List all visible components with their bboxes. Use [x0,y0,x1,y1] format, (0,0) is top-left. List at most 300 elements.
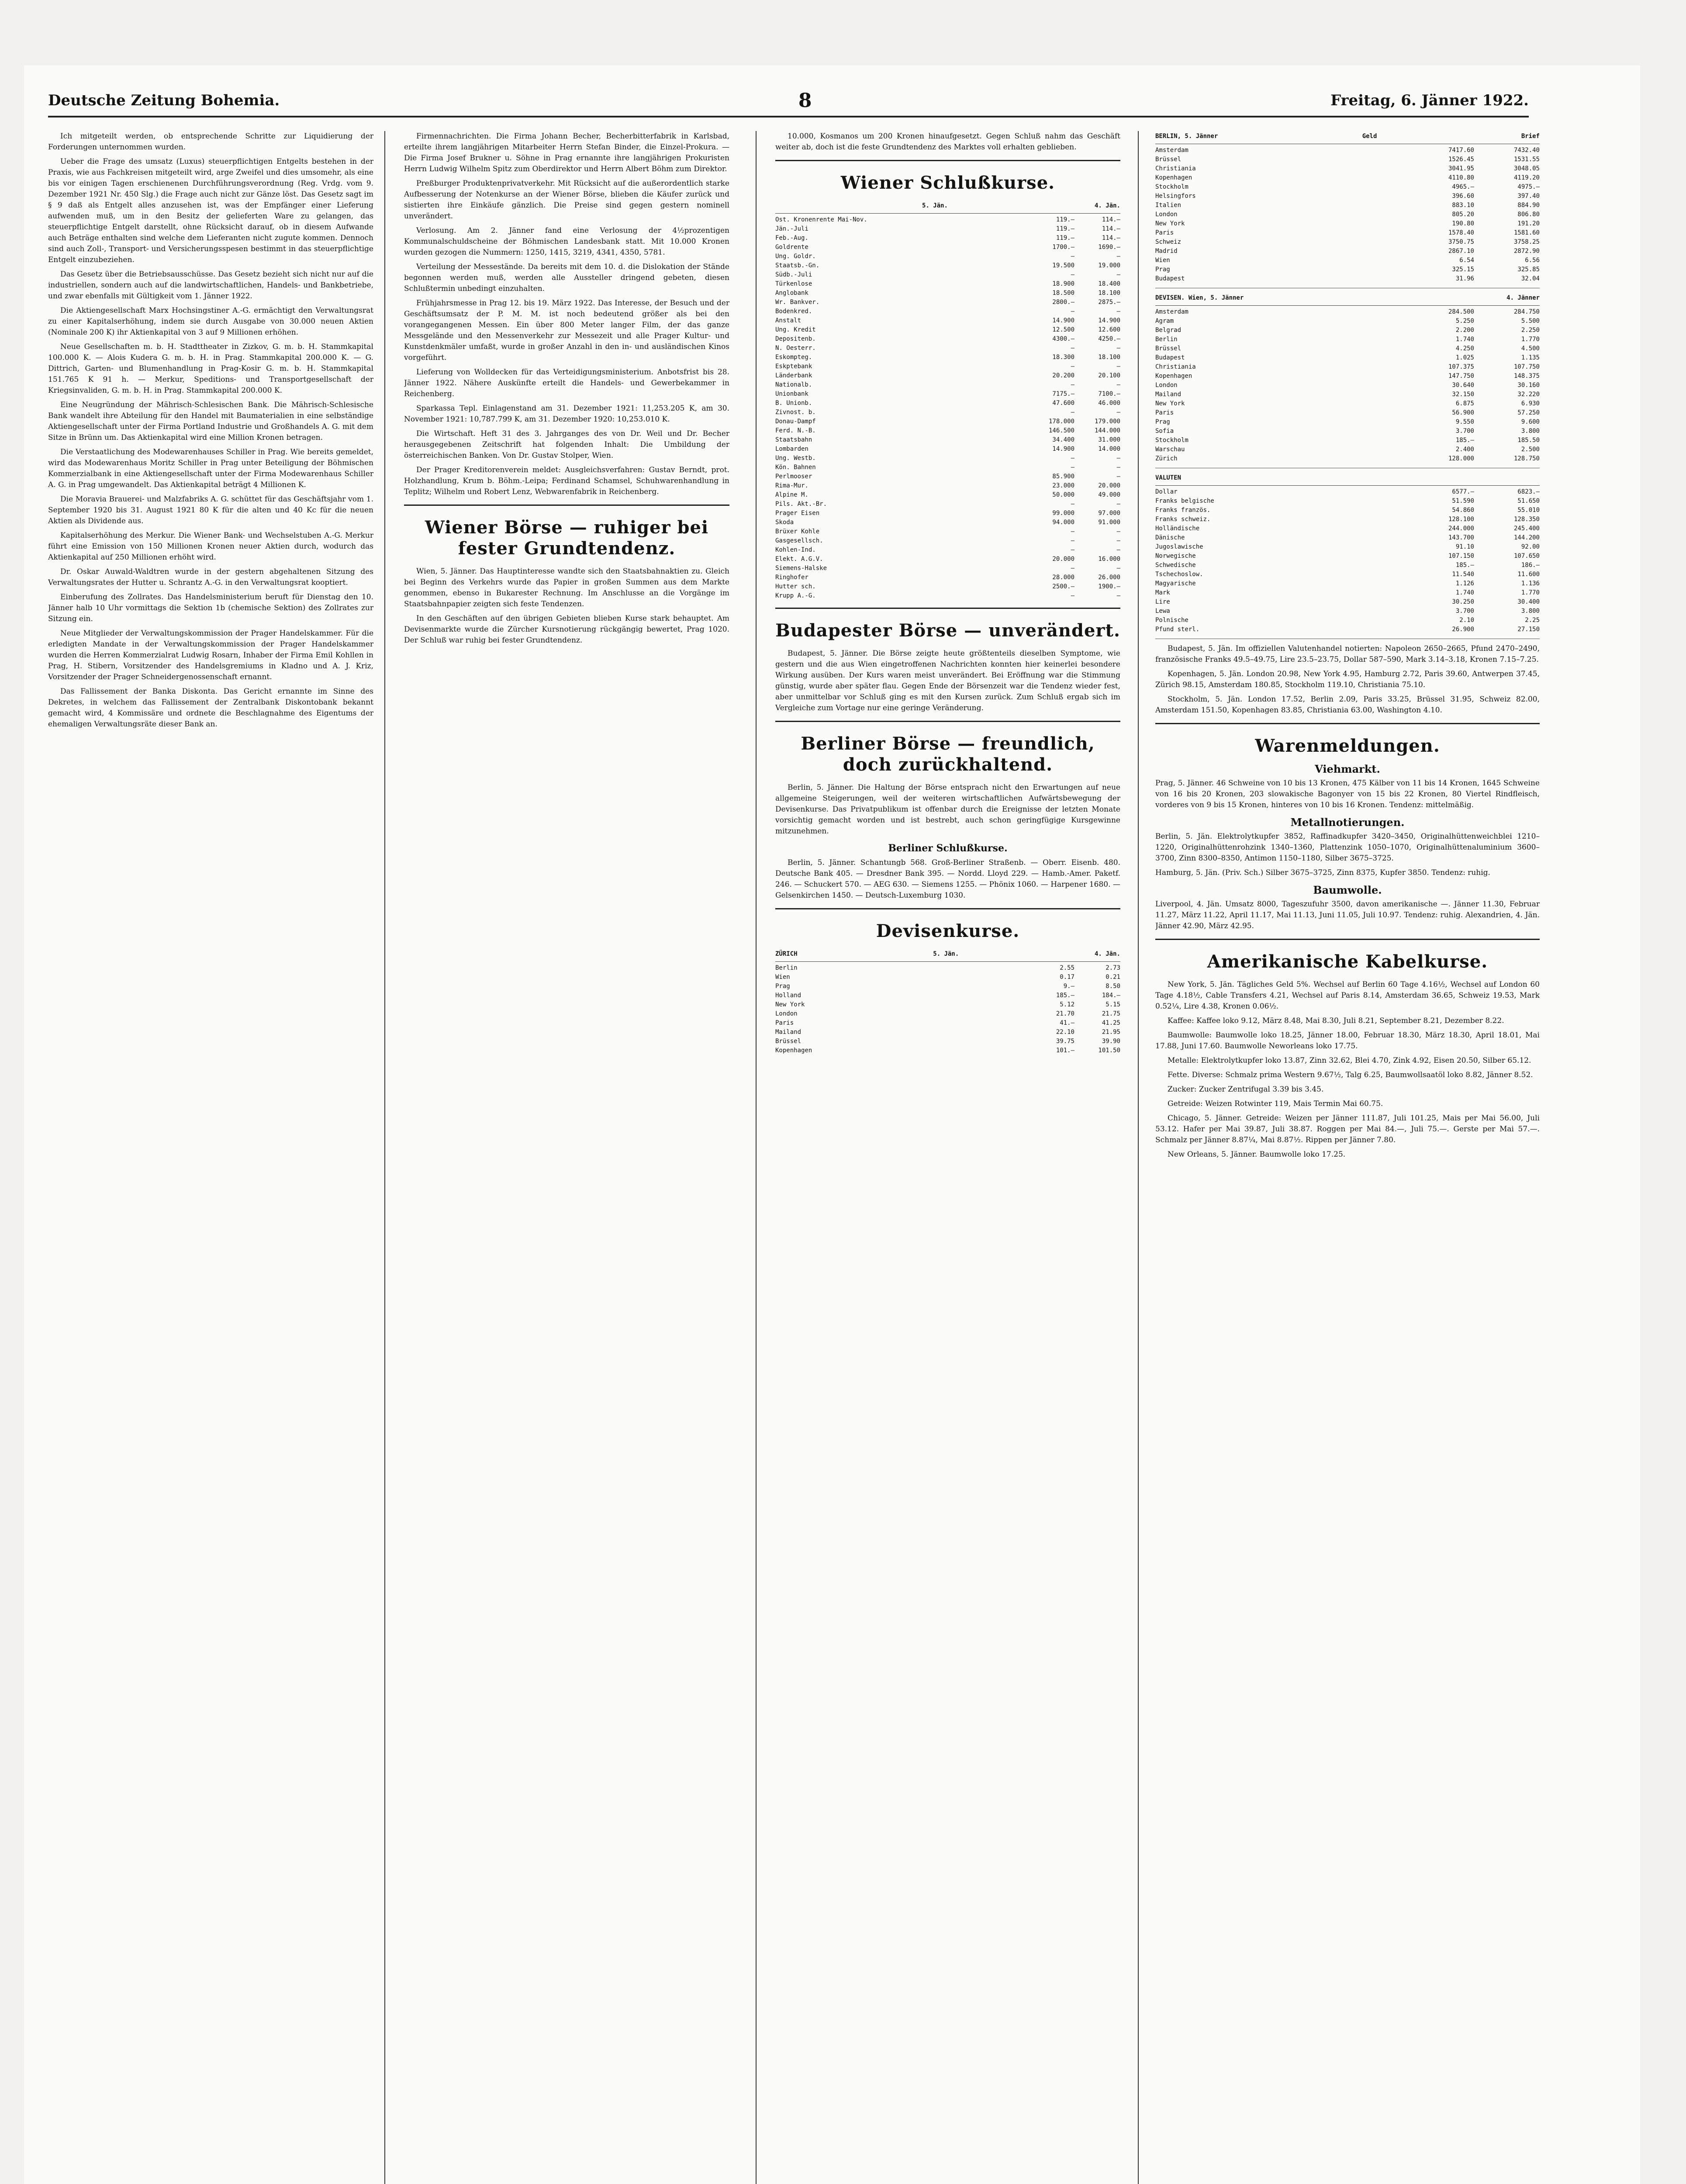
table-cell: 2.73 [1106,964,1120,971]
table-cell: Mailand [775,1029,802,1036]
table-row [1155,173,1540,183]
subsection-title: Berliner Schlußkurse. [888,843,1008,854]
table-header [1155,293,1540,306]
table-row [775,991,1120,1000]
table-cell: 1700.— [1052,244,1074,251]
article-paragraph: Lieferung von Wolldecken für das Verteidigungsministerium. Anbotsfrist bis 28. Jänner 1922. Nähere Auskünfte erteilt die Handels- und Gewerbekammer in Reichenberg. [404,368,729,398]
article-paragraph: Die Moravia Brauerei- und Malzfabriks A. G. schüttet für das Geschäftsjahr vom 1. September 1920 bis 31. August 1921 80 K für die alten und 40 Kc für die neuen Aktien als Dividende aus. [48,495,373,525]
table-row [1155,454,1540,463]
table-row [1155,497,1540,506]
market-heading: Baumwolle. [1313,884,1382,896]
table-cell: Franks französ. [1155,507,1211,514]
section-title: Wiener Schlußkurse. [840,173,1055,193]
table-cell: Stockholm [1155,183,1188,190]
table-cell: 1526.45 [1448,156,1474,163]
table-row [1155,183,1540,192]
table-row [1155,588,1540,598]
section-rule [404,505,729,506]
table-cell: 50.000 [1052,491,1074,498]
table-cell: 1.025 [1455,354,1474,361]
table-cell: Skoda [775,519,794,526]
table-cell: B. Unionb. [775,400,812,407]
table-row [1155,326,1540,335]
table-cell: 30.640 [1452,382,1474,389]
article-paragraph: Budapest, 5. Jänner. Die Börse zeigte heute größtenteils dieselben Symptome, wie gestern und die aus Wien eingetroffenen Nachrichten konnten hier keinerlei besondere Wirkung ausüben. Der Kurs waren meist unverändert. Bei Eröffnung war die Stimmung günstig, wurde aber später flau. Gegen Ende der Börsenzeit war die Tendenz wieder fest, aber unmittelbar vor Schluß ging es mit den Kursen zurück. Zum Schluß ergab sich im Vergleiche zum Vortage nur eine geringe Veränderung. [775,649,1120,712]
table-cell: 9.600 [1521,418,1540,425]
table-row [775,509,1120,518]
table-cell: Hutter sch. [775,583,816,590]
table-cell: 16.000 [1098,556,1120,563]
article-paragraph: Berlin, 5. Jänner. Die Haltung der Börse entsprach nicht den Erwartungen auf neue allgemeine Steigerungen, weil der weiteren wirtschaftlichen Aufwärtsbewegung der Devisenkurse. Das Privatpublikum ist offenbar durch die Ereignisse der letzten Monate vorsichtig gemacht worden und ist bestrebt, auch schon geringfügige Kursgewinne mitzunehmen. [775,783,1120,836]
section-title: Wiener Börse — ruhiger bei fester Grundtendenz. [425,517,709,559]
table-cell: Budapest [1155,275,1185,282]
column-divider [1138,131,1139,2184]
table-cell: 14.900 [1052,446,1074,453]
table-row [775,582,1120,591]
table-cell: — [1116,271,1120,278]
table-row [1155,372,1540,381]
table-cell: 23.000 [1052,482,1074,489]
table-cell: 3.700 [1455,608,1474,615]
table-cell: 5.12 [1060,1001,1074,1008]
table-cell: 1900.— [1098,583,1120,590]
table-row [775,1019,1120,1028]
table-cell: N. Oesterr. [775,345,816,352]
table-cell: 101.— [1056,1047,1074,1054]
table-cell: Ung. Goldr. [775,253,816,260]
table-row [1155,247,1540,256]
table-cell: 18.100 [1098,290,1120,297]
table-cell: Lewa [1155,608,1170,615]
table-cell: Holland [775,992,802,999]
table-cell: 185.— [1455,437,1474,444]
table-cell: 5.15 [1106,1001,1120,1008]
table-cell: — [1116,528,1120,535]
table-cell: 0.17 [1060,974,1074,981]
table-cell: 55.010 [1517,507,1540,514]
table-cell: 14.900 [1052,317,1074,324]
article-paragraph: Kopenhagen, 5. Jän. London 20.98, New York 4.95, Hamburg 2.72, Paris 39.60, Antwerpen 37.45, Zürich 98.15, Amsterdam 180.85, Stockholm 119.10, Christiania 75.10. [1155,670,1540,689]
table-cell: Länderbank [775,372,812,379]
table-cell: Goldrente [775,244,808,251]
table-cell: 1.135 [1521,354,1540,361]
section-rule [775,608,1120,609]
article-paragraph: Chicago, 5. Jänner. Getreide: Weizen per Jänner 111.87, Juli 101.25, Mais per Mai 56.00, Juli 53.12. Hafer per Mai 39.87, Juli 38.87. Roggen per Mai 84.—, Juli 75.—. Gerste per Mai 57.—. Schmalz per Jänner 8.87¼, Mai 8.87½. Rippen per Jänner 7.80. [1155,1114,1540,1144]
quote-table [775,949,1120,1055]
table-cell: Norwegische [1155,553,1196,560]
table-cell: 21.70 [1056,1010,1074,1017]
table-cell: New York [1155,400,1185,407]
table-row [775,1009,1120,1019]
article-paragraph: New Orleans, 5. Jänner. Baumwolle loko 17.25. [1168,1150,1346,1159]
table-row [775,546,1120,555]
table-cell: — [1116,565,1120,572]
table-cell: — [1071,565,1074,572]
table-cell: 2.200 [1455,327,1474,334]
table-row [1155,561,1540,570]
table-cell: Unionbank [775,390,808,397]
table-cell: — [1116,455,1120,462]
table-row [775,481,1120,491]
article-paragraph: Ich mitgeteilt werden, ob entsprechende Schritte zur Liquidierung der Forderungen unternommen wurden. [48,132,373,152]
table-cell: 91.000 [1098,519,1120,526]
article-paragraph: Kapitalserhöhung des Merkur. Die Wiener Bank- und Wechselstuben A.-G. Merkur führt eine Emission von 150 Millionen Kronen neuer Aktien durch, wodurch das Aktienkapital auf 250 Millionen erhöht wird. [48,531,373,562]
table-cell: 32.04 [1521,275,1540,282]
table-cell: Südb.-Juli [775,271,812,278]
table-cell: 7175.— [1052,390,1074,397]
table-cell: 2500.— [1052,583,1074,590]
table-header-cell: Brief [1521,133,1540,140]
table-cell: 2.400 [1455,446,1474,453]
article-paragraph: Sparkassa Tepl. Einlagenstand am 31. Dezember 1921: 11,253.205 K, am 30. November 1921: 10,787.799 K, am 31. Dezember 1920: 10,253.010 K. [404,404,729,424]
article-paragraph: Frühjahrsmesse in Prag 12. bis 19. März 1922. Das Interesse, der Besuch und der Geschäftsumsatz der P. M. M. ist noch bedeutend größer als bei den vorangegangenen Messen. Ein über 800 Meter langer Film, der das ganze Messgelände und den Messenverkehr zur Messezeit und alle Prager Kultur- und Kunstdenkmäler umfaßt, wurde in großer Anzahl in den in- und ausländischen Kinos vorgeführt. [404,299,729,362]
table-cell: 107.375 [1448,363,1474,370]
table-cell: 101.50 [1098,1047,1120,1054]
table-cell: Brüssel [775,1038,802,1045]
table-cell: 14.900 [1098,317,1120,324]
table-cell: — [1116,537,1120,544]
table-cell: Kopenhagen [1155,373,1192,380]
table-cell: 185.— [1056,992,1074,999]
table-cell: Perlmooser [775,473,812,480]
table-row [1155,625,1540,634]
table-cell: 179.000 [1094,418,1120,425]
table-cell: 19.500 [1052,262,1074,269]
table-row [1155,228,1540,238]
article-paragraph: Hamburg, 5. Jän. (Priv. Sch.) Silber 3675–3725, Zinn 8375, Kupfer 3850. Tendenz: ruhig. [1155,868,1490,877]
table-cell: 178.000 [1048,418,1074,425]
table-row [775,982,1120,991]
column-stock-quotes [775,131,1120,2184]
table-row [775,316,1120,325]
table-cell: Ung. Westb. [775,455,816,462]
table-cell: Franks belgische [1155,498,1214,505]
table-cell: 20.000 [1052,556,1074,563]
table-cell: Feb.-Aug. [775,235,808,242]
article-paragraph: Einberufung des Zollrates. Das Handelsministerium beruft für Dienstag den 10. Jänner halb 10 Uhr vormittags die Sektion 1b (chemische Sektion) des Zollrates zur Sitzung ein. [48,593,373,623]
table-row [1155,317,1540,326]
article-paragraph: Die Aktiengesellschaft Marx Hochsingstiner A.-G. ermächtigt den Verwaltungsrat zu einer Kapitalserhöhung, indem sie durch Ausgabe von 30.000 neuen Aktien (Nominale 200 K) ihr Aktienkapital von 3 auf 9 Millionen erhöhen. [48,306,373,337]
table-cell: Bodenkred. [775,308,812,315]
table-cell: — [1116,253,1120,260]
table-row [1155,344,1540,353]
table-cell: Siemens-Halske [775,565,827,572]
table-cell: 2867.10 [1448,248,1474,255]
table-row [775,1000,1120,1009]
section-title: Berliner Börse — freundlich, doch zurückhaltend. [801,733,1095,775]
section-rule [775,721,1120,722]
table-row [775,973,1120,982]
table-cell: Wr. Bankver. [775,299,820,306]
table-cell: 4975.— [1517,183,1540,190]
table-row [775,591,1120,601]
table-cell: 396.60 [1452,193,1474,200]
table-cell: 146.500 [1048,427,1074,434]
table-cell: Lire [1155,598,1170,605]
article-paragraph: Prag, 5. Jänner. 46 Schweine von 10 bis 13 Kronen, 475 Kälber von 11 bis 14 Kronen, 1645 Schweine von 16 bis 20 Kronen, 203 slowakische Bagonyer von 15 bis 22 Kronen, 80 Viertel Rindfleisch, vorderes von 9 bis 15 Kronen, hinteres von 10 bis 16 Kronen. Tendenz: mittelmäßig. [1155,779,1540,809]
table-cell: Wien [1155,257,1170,264]
table-cell: Mailand [1155,391,1182,398]
table-cell: 1.136 [1521,580,1540,587]
table-cell: 284.750 [1513,308,1540,315]
table-cell: 54.860 [1452,507,1474,514]
table-cell: 2.55 [1060,964,1074,971]
article-paragraph: Kaffee: Kaffee loko 9.12, März 8.48, Mai 8.30, Juli 8.21, September 8.21, Dezember 8.22. [1168,1016,1504,1025]
table-cell: Amsterdam [1155,308,1188,315]
table-cell: — [1071,363,1074,370]
table-row [1155,408,1540,418]
table-cell: Gasgesellsch. [775,537,823,544]
table-row [775,1037,1120,1046]
table-cell: New York [1155,220,1185,227]
table-cell: 21.75 [1102,1010,1120,1017]
table-cell: 184.— [1102,992,1120,999]
table-row [775,536,1120,546]
column-economy-news [48,131,373,2184]
table-cell: 325.15 [1452,266,1474,273]
table-cell: Sofia [1155,428,1174,435]
table-row [775,1046,1120,1055]
table-cell: — [1116,308,1120,315]
table-row [775,518,1120,527]
table-header [775,949,1120,962]
table-cell: 6577.— [1452,488,1474,495]
table-cell: Holländische [1155,525,1200,532]
table-row [1155,487,1540,497]
table-row [775,454,1120,463]
table-header [1155,131,1540,144]
table-row [1155,192,1540,201]
market-heading: Metallnotierungen. [1290,816,1405,829]
table-cell: Madrid [1155,248,1178,255]
table-cell: Jän.-Juli [775,225,808,232]
table-cell: 28.000 [1052,574,1074,581]
table-cell: 18.100 [1098,354,1120,361]
article-paragraph: Verlosung. Am 2. Jänner fand eine Verlosung der 4½prozentigen Kommunalschuldscheine der Böhmischen Landesbank statt. Mit 10.000 Kronen wurden gezogen die Nummern: 1250, 1415, 3219, 4341, 4350, 5781. [404,226,729,257]
table-row [775,243,1120,252]
table-cell: 39.75 [1056,1038,1074,1045]
table-cell: — [1071,253,1074,260]
table-cell: — [1116,501,1120,508]
table-cell: 114.— [1102,216,1120,223]
table-cell: 186.— [1521,562,1540,569]
table-cell: Polnische [1155,617,1188,624]
table-cell: 883.10 [1452,202,1474,209]
table-cell: Paris [1155,409,1174,416]
table-cell: 4965.— [1452,183,1474,190]
table-row [1155,427,1540,436]
table-cell: Italien [1155,202,1182,209]
table-row [775,573,1120,582]
section-title: Amerikanische Kabelkurse. [1207,951,1488,972]
table-row [775,964,1120,973]
article-paragraph: Preßburger Produktenprivatverkehr. Mit Rücksicht auf die außerordentlich starke Aufbesserung der Notenkurse an der Wiener Börse, blieben die Käufer zurück und sistierten ihre Einkäufe gänzlich. Die Preise sind gegen gestern nominell unverändert. [404,179,729,221]
table-cell: 190.80 [1452,220,1474,227]
table-row [1155,381,1540,390]
table-cell: Zürich [1155,455,1178,462]
table-cell: Schweiz [1155,238,1182,245]
article-paragraph: Baumwolle: Baumwolle loko 18.25, Jänner 18.00, Februar 18.30, März 18.30, April 18.01, Mai 17.88, Juni 17.60. Baumwolle Neworleans loko 17.75. [1155,1031,1540,1051]
table-row [775,426,1120,435]
table-row [1155,533,1540,543]
article-paragraph: Das Gesetz über die Betriebsausschüsse. Das Gesetz bezieht sich nicht nur auf die industriellen, sondern auch auf die landwirtschaftlichen, Handels- und Bankbetriebe, und zwar ebenfalls mit Gültigkeit vom 1. Jänner 1922. [48,270,373,301]
table-row [775,500,1120,509]
table-cell: — [1116,473,1120,480]
table-cell: Christiania [1155,363,1196,370]
table-cell: — [1071,537,1074,544]
table-cell: 1.740 [1455,336,1474,343]
table-cell: 56.900 [1452,409,1474,416]
table-header-cell: 4. Jänner [1506,294,1540,301]
table-header-cell: Geld [1362,133,1377,140]
table-row [775,399,1120,408]
table-row [775,289,1120,298]
section-rule [1155,723,1540,724]
table-row [1155,543,1540,552]
article-paragraph: In den Geschäften auf den übrigen Gebieten blieben Kurse stark behauptet. Am Devisenmarkte wurde die Zürcher Kursnotierung rückgängig bewertet, Prag 1020. Der Schluß war ruhig bei fester Grundtendenz. [404,614,729,645]
table-cell: 144.000 [1094,427,1120,434]
table-cell: 20.100 [1098,372,1120,379]
table-row [775,307,1120,316]
table-row [775,234,1120,243]
table-cell: London [1155,211,1178,218]
table-cell: — [1116,363,1120,370]
table-cell: 1578.40 [1448,229,1474,236]
table-row [1155,552,1540,561]
table-cell: Paris [1155,229,1174,236]
table-row [1155,335,1540,344]
table-cell: 6823.— [1517,488,1540,495]
article-paragraph: Firmennachrichten. Die Firma Johann Becher, Becherbitterfabrik in Karlsbad, erteilte ihrem langjährigen Mitarbeiter Herrn Stefan Binder, die Einzel-Prokura. — Die Firma Josef Brukner u. Söhne in Prag ernannte ihre langjährigen Prokuristen Herrn Ludwig Wilhelm Spitz zum Oberdirektor und Herrn Albert Böhm zum Direktor. [404,132,729,173]
table-cell: Kopenhagen [1155,174,1192,181]
table-cell: 51.590 [1452,498,1474,505]
table-cell: Warschau [1155,446,1185,453]
table-row [1155,506,1540,515]
table-row [775,417,1120,426]
table-cell: Magyarische [1155,580,1196,587]
table-cell: 128.000 [1448,455,1474,462]
table-cell: 128.350 [1513,516,1540,523]
table-cell: Krupp A.-G. [775,592,816,599]
table-cell: — [1071,455,1074,462]
table-cell: Pils. Akt.-Br. [775,501,827,508]
table-cell: 47.600 [1052,400,1074,407]
table-row [1155,201,1540,210]
table-cell: Agram [1155,318,1174,325]
table-row [1155,515,1540,524]
table-cell: — [1071,345,1074,352]
table-cell: 31.96 [1455,275,1474,282]
table-cell: 85.900 [1052,473,1074,480]
quote-table [775,200,1120,601]
table-header-cell: DEVISEN. Wien, 5. Jänner [1155,294,1244,301]
table-row [1155,579,1540,588]
table-cell: 4119.20 [1513,174,1540,181]
table-cell: 3048.05 [1513,165,1540,172]
table-cell: 114.— [1102,225,1120,232]
table-cell: 26.900 [1452,626,1474,633]
article-paragraph: Ueber die Frage des umsatz (Luxus) steuerpflichtigen Entgelts bestehen in der Praxis, wie aus Fachkreisen mitgeteilt wird, arge Zweifel und dies umsomehr, als eine bis vor einigen Tagen erschienenen Durchführungsverordnung (Reg. Vrdg. vom 9. Dezember 1921 Nr. 450 Slg.) die Frage auch nicht zur Gänze löst. Das Gesetz sagt im § 9 daß als Entgelt alles anzusehen ist, was der Empfänger einer Lieferung aufwenden muß, um in den Besitz der gelieferten Ware zu gelangen, das steuerpflichtige Entgelt darstellt, ohne Rücksicht darauf, ob in diesem Aufwande auch Beträge enthalten sind welche dem Lieferanten nicht zugute kommen. Dennoch sind auch Zoll-, Transport- und Versicherungsspesen bestimmt in das steuerpflichtige Entgelt einzubeziehen. [48,157,373,264]
table-cell: Brüssel [1155,156,1182,163]
table-cell: Kohlen-Ind. [775,546,816,553]
column-divider [756,131,757,2184]
table-cell: 18.900 [1052,280,1074,287]
table-header-cell: 4. Jän. [1094,202,1120,209]
table-cell: 2875.— [1098,299,1120,306]
table-cell: Ferd. N.-B. [775,427,816,434]
table-cell: 2872.90 [1513,248,1540,255]
table-cell: 26.000 [1098,574,1120,581]
table-cell: Berlin [775,964,798,971]
table-cell: 41.— [1060,1019,1074,1026]
table-cell: Kön. Bahnen [775,464,816,471]
table-row [775,215,1120,225]
table-cell: 11.540 [1452,571,1474,578]
table-cell: 884.90 [1517,202,1540,209]
article-paragraph: Die Verstaatlichung des Modewarenhauses Schiller in Prag. Wie bereits gemeldet, wird das Modewarenhaus Moritz Schiller in Prag unter Beteiligung der Böhmischen Kommerzialbank in eine Aktiengesellschaft unter der Firma Modewarenhaus Schiller A. G. in Prag umgewandelt. Das Aktienkapital beträgt 4 Millionen K. [48,448,373,489]
table-row [1155,390,1540,399]
table-cell: 8.50 [1106,983,1120,990]
table-row [1155,418,1540,427]
table-row [1155,436,1540,445]
table-cell: 18.300 [1052,354,1074,361]
table-cell: Brüssel [1155,345,1182,352]
table-cell: 99.000 [1052,510,1074,517]
table-cell: Prag [775,983,790,990]
article-paragraph: Budapest, 5. Jän. Im offiziellen Valutenhandel notierten: Napoleon 2650–2665, Pfund 2470–2490, französische Franks 49.5–49.75, Lire 23.5–23.75, Dollar 587–590, Mark 3.14–3.18, Kronen 7.15–7.25. [1155,644,1540,664]
table-cell: 191.20 [1517,220,1540,227]
column-exchange-rates [1155,131,1540,2184]
table-cell: 92.00 [1521,543,1540,550]
table-row [775,491,1120,500]
table-header-cell: 5. Jän. [933,950,959,957]
table-row [775,564,1120,573]
table-cell: — [1071,409,1074,416]
table-row [1155,265,1540,274]
table-cell: — [1116,345,1120,352]
table-cell: 30.250 [1452,598,1474,605]
table-cell: Donau-Dampf [775,418,816,425]
section-rule [1155,939,1540,940]
table-row [1155,363,1540,372]
table-cell: 805.20 [1452,211,1474,218]
table-cell: — [1071,464,1074,471]
table-row [775,1028,1120,1037]
table-cell: 39.90 [1102,1038,1120,1045]
table-cell: Jugoslawische [1155,543,1203,550]
table-cell: Ost. Kronenrente Mai-Nov. [775,216,867,223]
table-cell: Anglobank [775,290,808,297]
table-cell: Staatsb.-Gn. [775,262,820,269]
table-cell: Brüxer Kohle [775,528,820,535]
table-header-cell: 4. Jän. [1094,950,1120,957]
table-cell: Schwedische [1155,562,1196,569]
table-row [775,252,1120,261]
table-cell: 34.400 [1052,436,1074,443]
table-cell: 3750.75 [1448,238,1474,245]
table-cell: London [1155,382,1178,389]
table-row [775,555,1120,564]
table-cell: 94.000 [1052,519,1074,526]
column-company-news [404,131,729,2184]
table-cell: 144.200 [1513,534,1540,541]
table-cell: 284.500 [1448,308,1474,315]
table-cell: — [1071,308,1074,315]
quote-table [1155,293,1540,463]
table-cell: 57.250 [1517,409,1540,416]
table-cell: — [1071,381,1074,388]
table-row [775,390,1120,399]
